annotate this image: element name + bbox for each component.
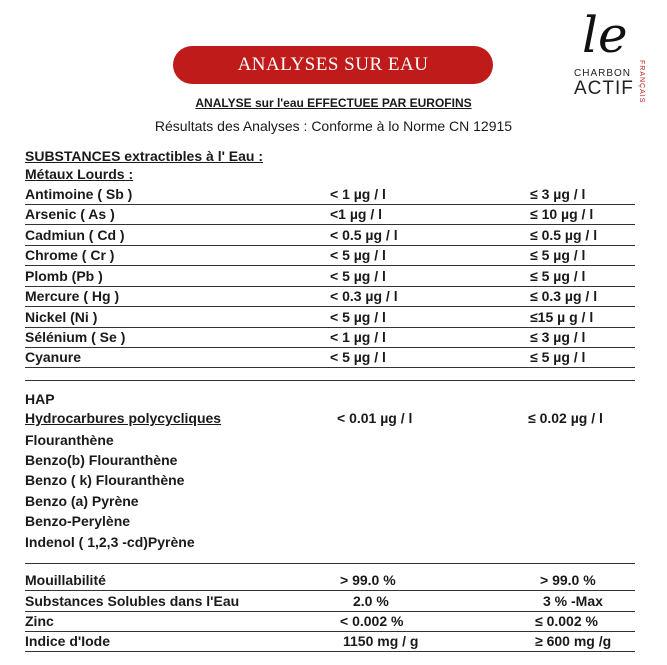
property-name: Zinc [25, 613, 54, 629]
hap-item: Benzo-Perylène [25, 513, 131, 529]
property-name: Substances Solubles dans l'Eau [25, 593, 240, 609]
hap-item: Flouranthène [25, 432, 114, 448]
hap-limit: ≤ 0.02 µg / l [528, 410, 603, 426]
metal-limit: ≤ 3 µg / l [530, 186, 586, 202]
hap-item: Benzo(b) Flouranthène [25, 452, 178, 468]
metal-limit: ≤ 5 µg / l [530, 268, 586, 284]
metal-result: < 5 µg / l [330, 349, 386, 365]
metal-name: Nickel (Ni ) [25, 309, 98, 325]
metal-result: < 1 µg / l [330, 329, 386, 345]
metal-result: < 0.3 µg / l [330, 288, 398, 304]
hap-row [25, 408, 635, 428]
metal-result: < 5 µg / l [330, 247, 386, 263]
metal-result: < 5 µg / l [330, 309, 386, 325]
hap-result: < 0.01 µg / l [337, 410, 413, 426]
metal-name: Cyanure [25, 349, 82, 365]
metal-name: Sélénium ( Se ) [25, 329, 126, 345]
metal-limit: ≤ 5 µg / l [530, 349, 586, 365]
property-result: 1150 mg / g [343, 633, 419, 649]
results-subheader: Résultats des Analyses : Conforme à lo Norme CN 12915 [154, 118, 513, 134]
metal-name: Cadmiun ( Cd ) [25, 227, 125, 243]
metal-name: Plomb (Pb ) [25, 268, 103, 284]
metal-row [25, 245, 635, 266]
hap-item: Benzo (a) Pyrène [25, 493, 139, 509]
logo-le: le [582, 6, 628, 64]
metal-result: < 5 µg / l [330, 268, 386, 284]
property-row [25, 611, 635, 632]
metal-limit: ≤15 µ g / l [530, 309, 594, 325]
metal-row [25, 266, 635, 287]
property-row [25, 570, 635, 591]
property-name: Mouillabilité [25, 572, 106, 588]
metal-row [25, 327, 635, 348]
metal-result: < 1 µg / l [330, 186, 386, 202]
hap-title: HAP [25, 391, 55, 407]
hap-item: Indenol ( 1,2,3 -cd)Pyrène [25, 534, 195, 550]
hap-item: Benzo ( k) Flouranthène [25, 472, 185, 488]
metal-row [25, 204, 635, 225]
property-result: < 0.002 % [340, 613, 404, 629]
metal-row [25, 286, 635, 307]
logo-francais: FRANÇAIS [638, 60, 645, 104]
hap-name: Hydrocarbures polycycliques [25, 410, 222, 426]
property-row [25, 591, 635, 612]
metal-row [25, 184, 635, 205]
metal-row [25, 225, 635, 246]
section-divider [25, 563, 635, 564]
metal-limit: ≤ 0.5 µg / l [530, 227, 598, 243]
logo-actif: ACTIF [574, 78, 634, 99]
metal-limit: ≤ 0.3 µg / l [530, 288, 598, 304]
section-divider [25, 380, 635, 381]
logo-charbon: CHARBON [574, 68, 632, 79]
metal-row [25, 307, 635, 328]
metal-limit: ≤ 5 µg / l [530, 247, 586, 263]
metal-result: < 0.5 µg / l [330, 227, 398, 243]
property-result: 2.0 % [353, 593, 389, 609]
section-substances-title: SUBSTANCES extractibles à l' Eau : [25, 148, 264, 164]
metal-name: Arsenic ( As ) [25, 206, 115, 222]
property-limit: 3 % -Max [543, 593, 603, 609]
property-limit: ≥ 600 mg /g [535, 633, 612, 649]
metal-name: Antimoine ( Sb ) [25, 186, 133, 202]
property-result: > 99.0 % [340, 572, 396, 588]
property-row [25, 631, 635, 652]
metal-limit: ≤ 10 µg / l [530, 206, 594, 222]
metal-name: Chrome ( Cr ) [25, 247, 115, 263]
property-limit: ≤ 0.002 % [535, 613, 598, 629]
section-metals-subtitle: Métaux Lourds : [25, 166, 134, 182]
title-banner: ANALYSES SUR EAU [173, 46, 493, 84]
metal-name: Mercure ( Hg ) [25, 288, 120, 304]
metal-result: <1 µg / l [330, 206, 383, 222]
metal-row [25, 347, 635, 368]
property-name: Indice d'Iode [25, 633, 111, 649]
property-limit: > 99.0 % [540, 572, 596, 588]
analysis-header: ANALYSE sur l'eau EFFECTUEE PAR EUROFINS [195, 96, 472, 110]
metal-limit: ≤ 3 µg / l [530, 329, 586, 345]
